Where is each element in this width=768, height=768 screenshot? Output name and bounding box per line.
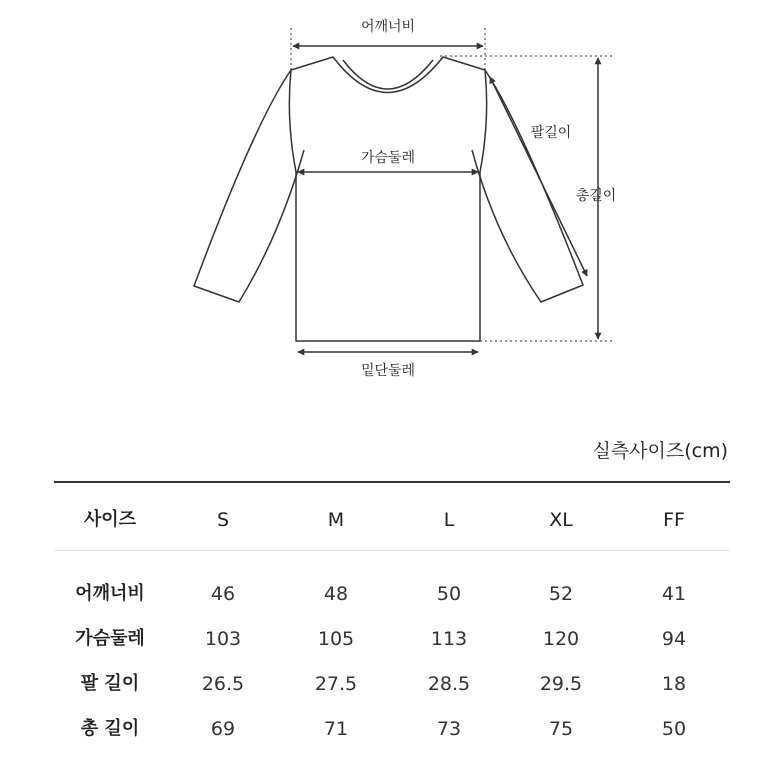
total-length-label: 총길이 xyxy=(575,188,617,204)
chest-label: 가슴둘레 xyxy=(360,150,416,166)
cell-value: 41 xyxy=(661,583,687,605)
cell-value: 120 xyxy=(542,628,580,650)
sleeve-length-arrow xyxy=(490,77,587,276)
table-header-row xyxy=(54,505,730,535)
cell-value: 73 xyxy=(436,718,462,740)
row-label-shoulder: 어깨너비 xyxy=(75,583,145,604)
neckline-inner xyxy=(343,60,433,89)
row-label-total: 총 길이 xyxy=(80,718,140,739)
cell-value: 75 xyxy=(548,718,574,740)
row-label-sleeve: 팔 길이 xyxy=(80,673,140,694)
cell-value: 46 xyxy=(210,583,236,605)
table-row xyxy=(54,714,730,744)
cell-value: 52 xyxy=(548,583,574,605)
cell-value: 18 xyxy=(661,673,687,695)
header-size-l: L xyxy=(443,509,455,531)
cell-value: 29.5 xyxy=(539,673,583,695)
header-size-ff: FF xyxy=(663,509,685,531)
measurement-arrows xyxy=(293,46,598,352)
row-label-chest: 가슴둘레 xyxy=(75,628,145,649)
header-size-xl: XL xyxy=(549,509,573,531)
cell-value: 103 xyxy=(204,628,242,650)
header-size-s: S xyxy=(216,509,230,531)
table-row xyxy=(54,624,730,654)
guide-lines xyxy=(291,28,612,341)
shirt-outline xyxy=(194,57,583,341)
cell-value: 50 xyxy=(436,583,462,605)
cell-value: 50 xyxy=(661,718,687,740)
cell-value: 28.5 xyxy=(427,673,471,695)
cell-value: 26.5 xyxy=(201,673,245,695)
cell-value: 105 xyxy=(317,628,355,650)
cell-value: 27.5 xyxy=(314,673,358,695)
table-header-rule xyxy=(54,550,730,551)
table-caption: 실측사이즈(cm) xyxy=(592,440,728,462)
table-top-rule xyxy=(54,481,730,483)
left-sleeve xyxy=(194,70,304,302)
header-size-m: M xyxy=(327,509,345,531)
cell-value: 113 xyxy=(430,628,468,650)
table-row xyxy=(54,579,730,609)
cell-value: 69 xyxy=(210,718,236,740)
shoulder-label: 어깨너비 xyxy=(360,19,416,35)
table-row xyxy=(54,669,730,699)
shirt-body xyxy=(289,57,486,341)
header-size-label: 사이즈 xyxy=(83,509,137,530)
sleeve-label: 팔길이 xyxy=(530,125,572,141)
cell-value: 71 xyxy=(323,718,349,740)
cell-value: 48 xyxy=(323,583,349,605)
right-sleeve xyxy=(472,70,583,302)
cell-value: 94 xyxy=(661,628,687,650)
hem-label: 밑단둘레 xyxy=(360,363,416,379)
